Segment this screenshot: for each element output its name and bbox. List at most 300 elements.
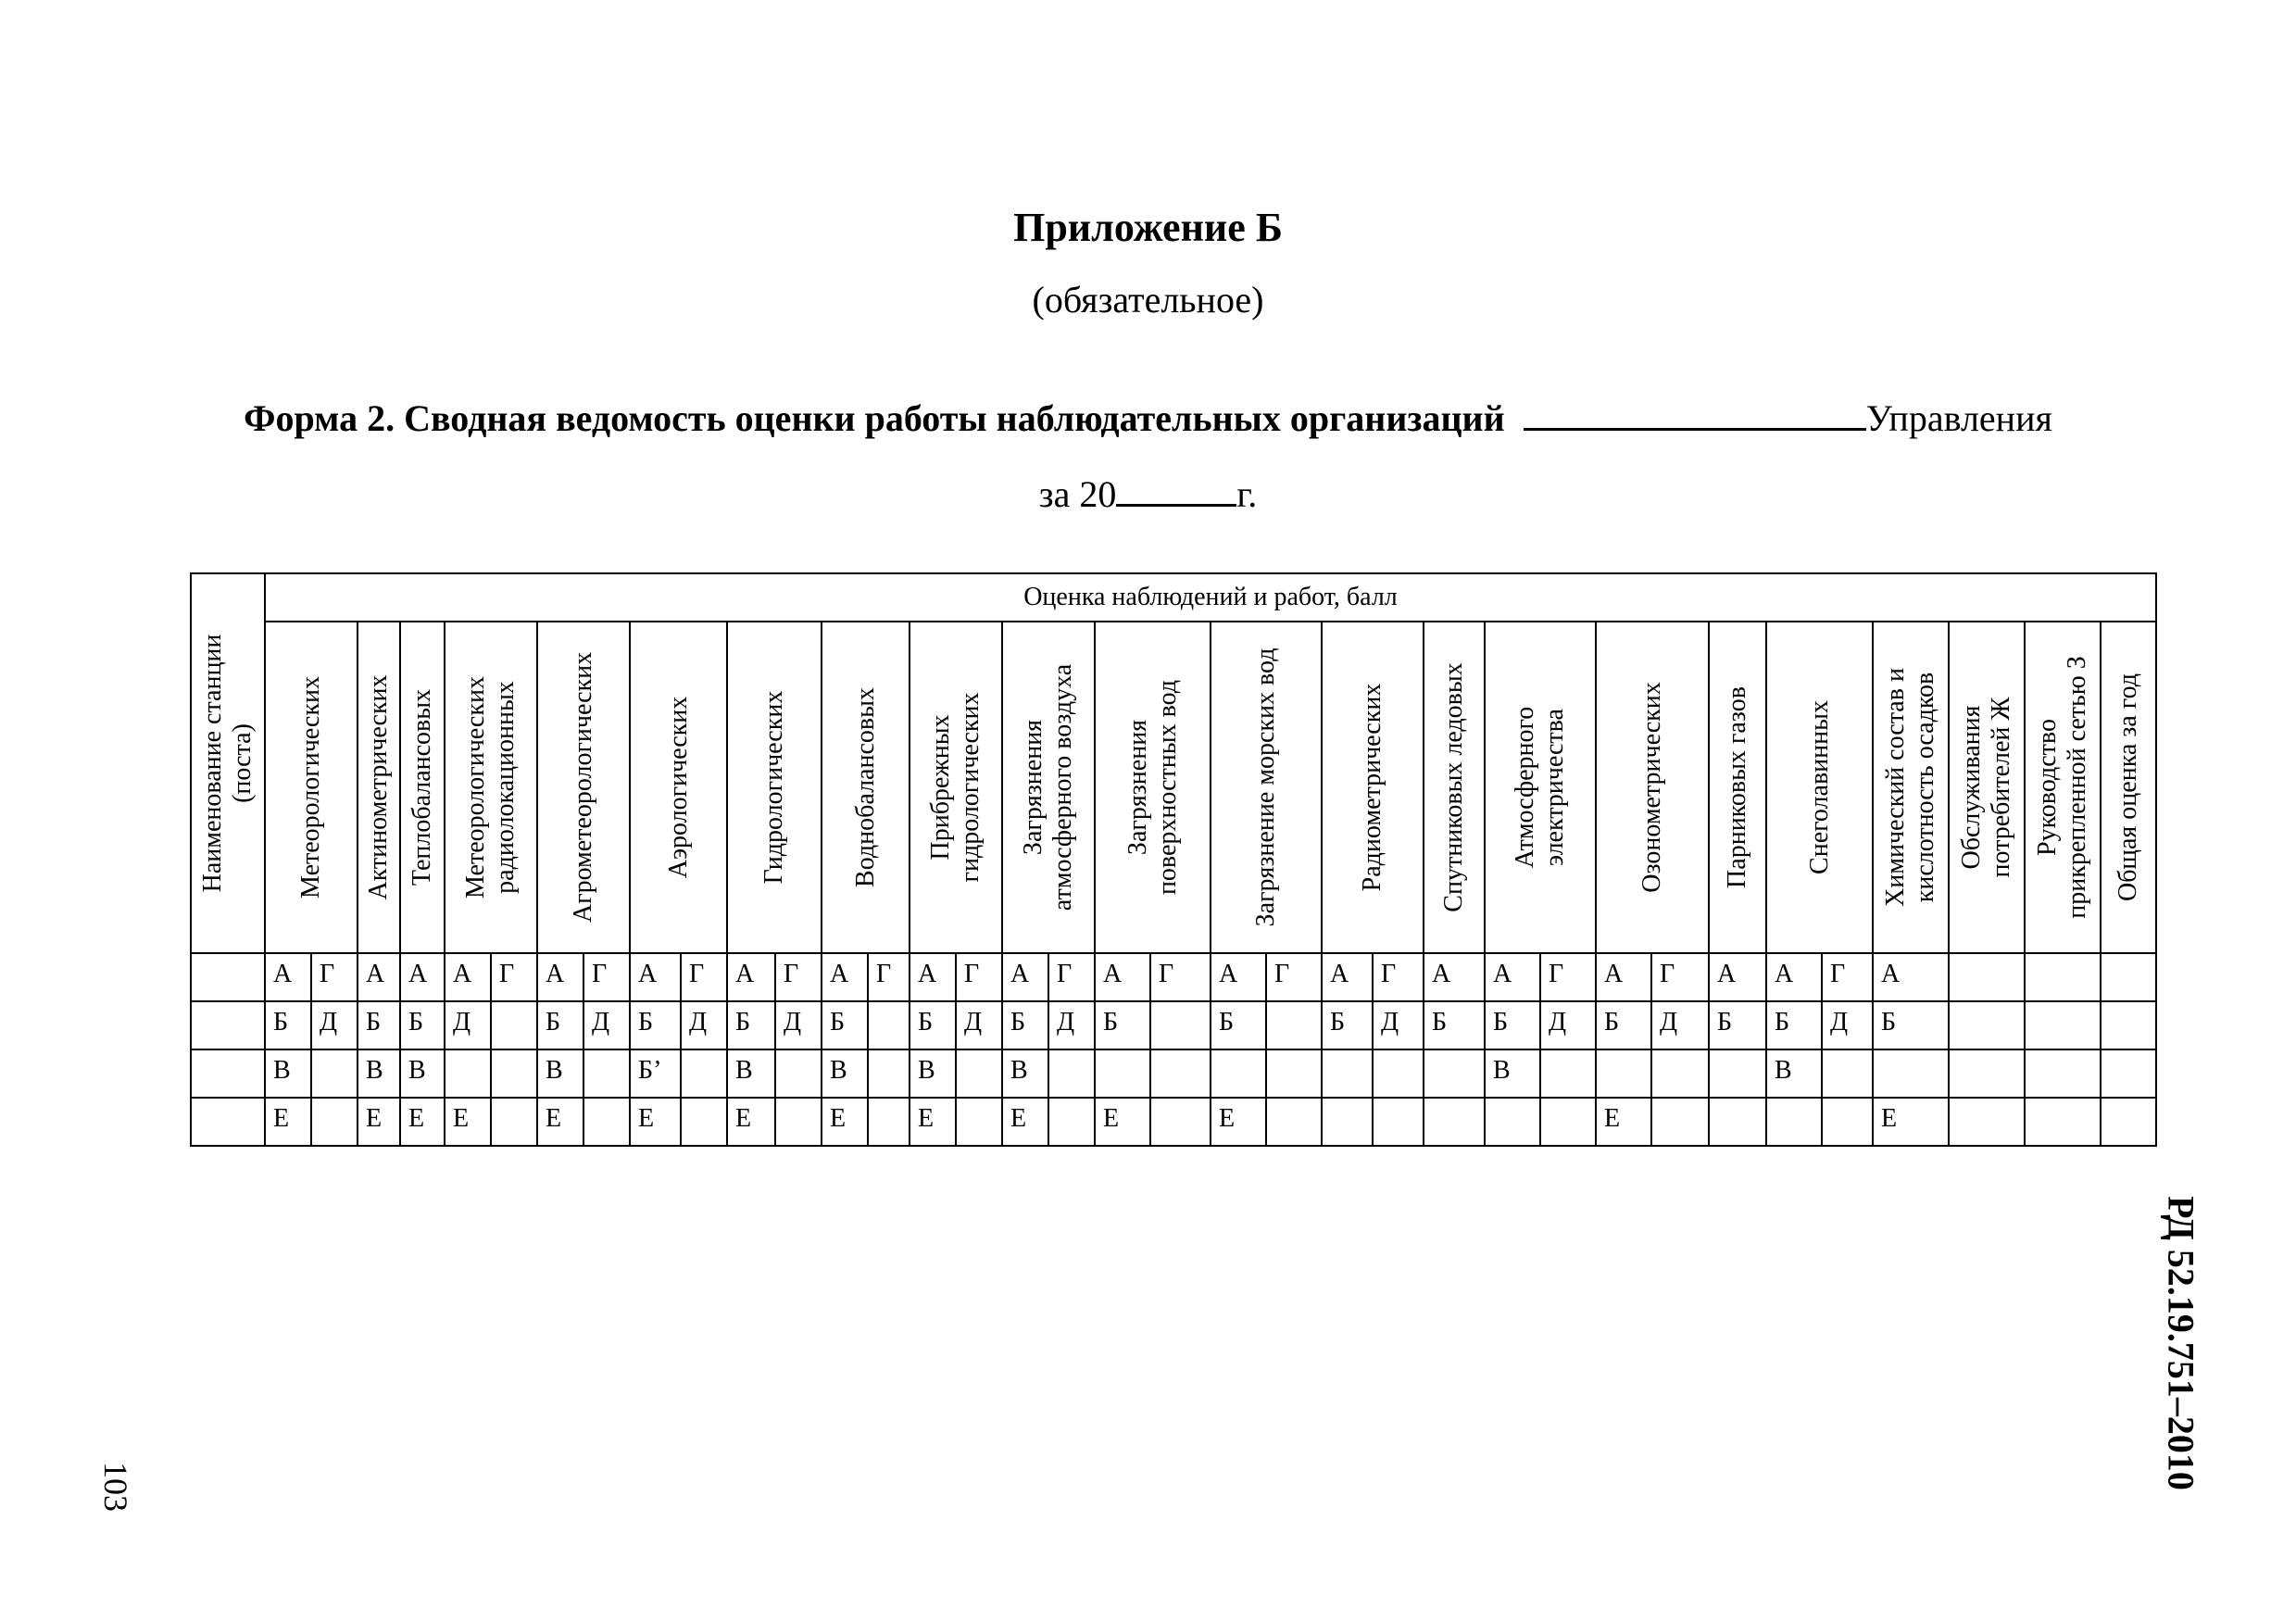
grade-cell bbox=[1651, 1001, 1709, 1049]
grade-cell bbox=[1596, 1098, 1651, 1146]
grade-cell-text: Е bbox=[1010, 1104, 1027, 1133]
grade-cell-text: А bbox=[1604, 960, 1624, 988]
column-header bbox=[537, 622, 630, 953]
grade-cell bbox=[868, 1098, 910, 1146]
grade-cell-text: Б bbox=[1604, 1008, 1620, 1037]
grade-cell bbox=[1048, 1001, 1095, 1049]
grade-cell-text bbox=[1823, 1099, 1872, 1106]
grade-cell-text: Д bbox=[689, 1008, 708, 1037]
year-prefix: за 20 bbox=[1038, 473, 1117, 515]
grade-cell-text: А bbox=[1330, 960, 1349, 988]
grade-cell-text bbox=[1424, 1050, 1484, 1058]
grade-cell bbox=[1822, 1049, 1873, 1098]
grade-cell-text bbox=[1211, 1050, 1265, 1058]
grade-cell-text: А bbox=[638, 960, 658, 988]
grade-cell bbox=[1424, 1049, 1485, 1098]
grade-cell-text bbox=[1652, 1050, 1708, 1058]
grade-cell bbox=[822, 1049, 868, 1098]
grade-cell-text: А bbox=[408, 960, 428, 988]
grade-cell bbox=[2025, 1049, 2101, 1098]
grade-cell bbox=[910, 1001, 956, 1049]
grade-cell bbox=[1424, 1001, 1485, 1049]
grade-cell-text: Б bbox=[1493, 1008, 1509, 1037]
grade-cell bbox=[400, 1049, 445, 1098]
column-header-text: Прибрежных гидрологических bbox=[925, 692, 985, 883]
grade-cell bbox=[1095, 1001, 1150, 1049]
grade-cell-text: Е bbox=[453, 1104, 470, 1133]
column-header-text: Обслуживания потребителей Ж bbox=[1956, 697, 2015, 878]
grade-cell bbox=[822, 1001, 868, 1049]
column-header bbox=[1485, 622, 1596, 953]
grade-cell-text: А bbox=[1775, 960, 1794, 988]
grade-cell bbox=[910, 953, 956, 1001]
grade-cell-text: Г bbox=[689, 960, 705, 988]
column-header-text: Озонометрических bbox=[1637, 682, 1666, 893]
grade-cell-text: В bbox=[408, 1056, 426, 1085]
grade-cell bbox=[1095, 1049, 1150, 1098]
grade-cell bbox=[1540, 1049, 1596, 1098]
grade-cell-text bbox=[2102, 1002, 2155, 1010]
column-header-text: Спутниковых ледовых bbox=[1438, 662, 1468, 912]
grade-cell-text: Е bbox=[735, 1104, 752, 1133]
grade-cell bbox=[727, 1049, 775, 1098]
grade-cell-text: Б bbox=[1330, 1008, 1346, 1037]
grade-cell-text bbox=[1823, 1050, 1872, 1058]
form-title-text: Форма 2. Сводная ведомость оценки работы наблюдательных организаций bbox=[244, 397, 1505, 439]
grade-cell bbox=[445, 1001, 491, 1049]
table-row bbox=[191, 1049, 2156, 1098]
grade-cell-text: А bbox=[1717, 960, 1737, 988]
grade-cell bbox=[265, 953, 311, 1001]
grade-cell bbox=[583, 953, 630, 1001]
grade-cell bbox=[1373, 1049, 1424, 1098]
grade-cell-text bbox=[1541, 1099, 1595, 1106]
grade-cell-text: Д bbox=[784, 1008, 802, 1037]
grade-cell-text bbox=[869, 1050, 909, 1058]
grade-cell-text bbox=[1267, 1050, 1321, 1058]
station-name-cell bbox=[191, 1098, 265, 1146]
grade-cell bbox=[358, 1001, 400, 1049]
grade-cell bbox=[2101, 1098, 2156, 1146]
column-header-text: Руководство прикрепленной сетью З bbox=[2032, 656, 2091, 919]
grade-cell bbox=[1485, 1098, 1540, 1146]
grade-cell bbox=[1322, 1049, 1373, 1098]
grade-cell bbox=[1266, 1098, 1322, 1146]
grade-cell bbox=[1095, 953, 1150, 1001]
grade-cell-text: Г bbox=[1274, 960, 1290, 988]
grade-cell bbox=[1211, 1001, 1266, 1049]
column-header-text: Теплобалансовых bbox=[407, 688, 436, 886]
grade-cell bbox=[1709, 1049, 1766, 1098]
grade-cell-text bbox=[1950, 1002, 2024, 1010]
grade-cell bbox=[910, 1049, 956, 1098]
grade-cell bbox=[1596, 1049, 1651, 1098]
grade-cell-text bbox=[2102, 954, 2155, 961]
column-header bbox=[358, 622, 400, 953]
grade-cell-text: Б bbox=[1881, 1008, 1897, 1037]
grade-cell bbox=[775, 1098, 822, 1146]
grade-cell bbox=[1822, 953, 1873, 1001]
column-header bbox=[630, 622, 727, 953]
grade-cell-text bbox=[776, 1050, 821, 1058]
grade-cell-text: Г bbox=[320, 960, 335, 988]
grade-cell-text: В bbox=[273, 1056, 291, 1085]
grade-cell bbox=[1485, 1049, 1540, 1098]
grade-cell bbox=[681, 1049, 727, 1098]
grade-cell-text: Д bbox=[592, 1008, 610, 1037]
grade-cell bbox=[630, 1098, 681, 1146]
grade-cell bbox=[775, 1049, 822, 1098]
grade-cell-text bbox=[1267, 1002, 1321, 1010]
grade-cell-text: Б bbox=[366, 1008, 382, 1037]
grade-cell bbox=[583, 1098, 630, 1146]
summary-table bbox=[190, 572, 2157, 1147]
grade-cell-text: Е bbox=[1103, 1104, 1120, 1133]
appendix-title: Приложение Б bbox=[1013, 205, 1283, 250]
grade-cell-text: Г bbox=[1159, 960, 1174, 988]
column-header bbox=[2101, 622, 2156, 953]
grade-cell-text: Б bbox=[1219, 1008, 1235, 1037]
column-header-text: Загрязнения поверхностных вод bbox=[1123, 679, 1182, 896]
grade-cell-text bbox=[1950, 1050, 2024, 1058]
grade-cell-text: Е bbox=[830, 1104, 847, 1133]
grade-cell-text: А bbox=[1432, 960, 1451, 988]
station-name-cell bbox=[191, 1001, 265, 1049]
grade-cell-text: А bbox=[273, 960, 293, 988]
grade-cell-text: А bbox=[546, 960, 565, 988]
grade-cell bbox=[400, 1098, 445, 1146]
column-header-text: Снеголавинных bbox=[1804, 700, 1834, 874]
column-header-text: Химический состав и кислотность осадков bbox=[1880, 668, 1939, 907]
grade-cell-text: Г bbox=[1660, 960, 1675, 988]
grade-cell-text bbox=[1323, 1050, 1372, 1058]
grade-cell bbox=[2025, 953, 2101, 1001]
grade-cell bbox=[868, 1049, 910, 1098]
organization-blank bbox=[1524, 400, 1866, 431]
grade-cell-text bbox=[957, 1099, 1001, 1106]
grade-cell-text bbox=[869, 1099, 909, 1106]
column-header-text: Радиометрических bbox=[1357, 683, 1386, 892]
grade-cell-text: Г bbox=[1057, 960, 1073, 988]
page-number bbox=[93, 1445, 139, 1528]
grade-cell-text: Е bbox=[408, 1104, 425, 1133]
grade-cell bbox=[1373, 1001, 1424, 1049]
grade-cell-text bbox=[682, 1099, 726, 1106]
grade-cell-text: А bbox=[453, 960, 472, 988]
grade-cell-text: Г bbox=[1381, 960, 1397, 988]
grade-cell-text: А bbox=[830, 960, 849, 988]
grade-cell-text bbox=[1267, 1099, 1321, 1106]
grade-cell bbox=[822, 953, 868, 1001]
column-header-text: Загрязнение морских вод bbox=[1250, 647, 1280, 927]
grade-cell bbox=[956, 953, 1002, 1001]
grade-cell bbox=[1266, 953, 1322, 1001]
grade-cell-text: Б bbox=[1010, 1008, 1026, 1037]
grade-cell-text: А bbox=[1010, 960, 1030, 988]
table-row bbox=[191, 953, 2156, 1001]
column-header bbox=[1596, 622, 1709, 953]
grade-cell-text bbox=[1541, 1050, 1595, 1058]
grade-cell-text: Е bbox=[918, 1104, 935, 1133]
grade-cell bbox=[1211, 953, 1266, 1001]
grade-cell-text: Е bbox=[638, 1104, 655, 1133]
grade-cell bbox=[400, 953, 445, 1001]
column-header-text: Воднобалансовых bbox=[850, 687, 880, 887]
grade-cell-text bbox=[1424, 1099, 1484, 1106]
grade-cell-text bbox=[1374, 1050, 1423, 1058]
grade-cell-text bbox=[1710, 1099, 1765, 1106]
grade-cell bbox=[2101, 1049, 2156, 1098]
grade-cell-text bbox=[1950, 954, 2024, 961]
grade-cell-text: А bbox=[918, 960, 937, 988]
grade-cell bbox=[956, 1098, 1002, 1146]
grade-cell bbox=[1373, 953, 1424, 1001]
grade-cell bbox=[2025, 1001, 2101, 1049]
column-header bbox=[2025, 622, 2101, 953]
grade-cell-text: А bbox=[735, 960, 755, 988]
grade-cell-text: Б bbox=[918, 1008, 934, 1037]
grade-cell-text: Д bbox=[964, 1008, 983, 1037]
grade-cell bbox=[727, 953, 775, 1001]
grade-cell bbox=[1873, 953, 1949, 1001]
column-header-text: Загрязнения атмосферного воздуха bbox=[1018, 663, 1077, 911]
grade-cell-text: Е bbox=[1604, 1104, 1621, 1133]
column-header-text: Гидрологических bbox=[759, 690, 788, 885]
grade-cell-text: В bbox=[830, 1056, 847, 1085]
grade-cell-text: А bbox=[366, 960, 385, 988]
grade-cell bbox=[1322, 1001, 1373, 1049]
grade-cell-text: Д bbox=[1381, 1008, 1399, 1037]
grade-cell bbox=[868, 1001, 910, 1049]
column-header bbox=[1322, 622, 1424, 953]
grade-cell bbox=[1002, 1098, 1048, 1146]
grade-cell bbox=[311, 1001, 358, 1049]
grade-cell-text: Д bbox=[453, 1008, 471, 1037]
grade-cell bbox=[311, 1098, 358, 1146]
grade-cell-text: Д bbox=[1830, 1008, 1849, 1037]
grade-cell bbox=[537, 1049, 583, 1098]
grade-cell bbox=[265, 1049, 311, 1098]
grade-cell bbox=[1709, 1001, 1766, 1049]
grade-cell bbox=[956, 1049, 1002, 1098]
column-header-text: Аэрологических bbox=[663, 696, 693, 879]
grade-cell-text: Д bbox=[320, 1008, 338, 1037]
grade-cell bbox=[1822, 1098, 1873, 1146]
grade-cell-text: Г bbox=[499, 960, 515, 988]
grade-cell bbox=[583, 1049, 630, 1098]
grade-cell-text: Б’ bbox=[638, 1056, 662, 1085]
grade-cell bbox=[1150, 1098, 1211, 1146]
grade-cell bbox=[1048, 953, 1095, 1001]
grade-cell bbox=[1002, 953, 1048, 1001]
grade-cell-text: Б bbox=[1717, 1008, 1733, 1037]
grade-cell bbox=[775, 953, 822, 1001]
grade-cell bbox=[1873, 1001, 1949, 1049]
grade-cell-text: Г bbox=[784, 960, 799, 988]
grade-cell bbox=[491, 953, 537, 1001]
grade-cell bbox=[1873, 1049, 1949, 1098]
grade-cell bbox=[1949, 1001, 2025, 1049]
column-header bbox=[910, 622, 1002, 953]
grade-cell-text bbox=[584, 1050, 629, 1058]
year-line bbox=[0, 472, 2296, 516]
grade-cell-text bbox=[2102, 1050, 2155, 1058]
year-suffix: г. bbox=[1236, 473, 1258, 515]
grade-cell-text: В bbox=[546, 1056, 563, 1085]
column-header bbox=[1766, 622, 1873, 953]
column-header-text: Атмосферного электричества bbox=[1510, 706, 1569, 869]
grade-cell bbox=[1322, 953, 1373, 1001]
column-header-text: Общая оценка за год bbox=[2113, 672, 2142, 902]
grade-cell-text bbox=[1597, 1050, 1650, 1058]
grade-cell bbox=[1048, 1049, 1095, 1098]
grade-cell bbox=[681, 1001, 727, 1049]
column-header bbox=[822, 622, 910, 953]
grade-cell bbox=[491, 1098, 537, 1146]
grade-cell-text: Б bbox=[1432, 1008, 1448, 1037]
grade-cell-text bbox=[1096, 1050, 1149, 1058]
grade-cell-text: Е bbox=[546, 1104, 562, 1133]
grade-cell bbox=[311, 1049, 358, 1098]
grade-cell-text: Б bbox=[273, 1008, 289, 1037]
document-code bbox=[2149, 1186, 2214, 1501]
grade-cell bbox=[1211, 1098, 1266, 1146]
grade-cell-text: Д bbox=[1549, 1008, 1567, 1037]
grade-cell bbox=[1485, 1001, 1540, 1049]
column-header bbox=[1709, 622, 1766, 953]
grade-cell-text: В bbox=[918, 1056, 935, 1085]
grade-cell-text: Е bbox=[1219, 1104, 1236, 1133]
grade-cell bbox=[1766, 1001, 1822, 1049]
grade-cell bbox=[358, 953, 400, 1001]
grade-cell bbox=[1266, 1049, 1322, 1098]
station-name-header bbox=[191, 573, 265, 953]
group-header: Оценка наблюдений и работ, балл bbox=[265, 573, 2156, 622]
grade-cell-text: Г bbox=[876, 960, 892, 988]
appendix-subtitle: (обязательное) bbox=[1032, 279, 1264, 320]
grade-cell-text bbox=[869, 1002, 909, 1010]
grade-cell bbox=[1949, 953, 2025, 1001]
grade-cell bbox=[1424, 1098, 1485, 1146]
grade-cell-text bbox=[776, 1099, 821, 1106]
grade-cell bbox=[2101, 953, 2156, 1001]
grade-cell-text: Д bbox=[1660, 1008, 1678, 1037]
grade-cell bbox=[1766, 1049, 1822, 1098]
grade-cell-text: В bbox=[1775, 1056, 1792, 1085]
grade-cell bbox=[537, 1098, 583, 1146]
column-header bbox=[727, 622, 822, 953]
grade-cell bbox=[1651, 1098, 1709, 1146]
grade-cell bbox=[1424, 953, 1485, 1001]
grade-cell-text bbox=[584, 1099, 629, 1106]
column-header bbox=[265, 622, 358, 953]
grade-cell bbox=[1651, 953, 1709, 1001]
grade-cell bbox=[1949, 1049, 2025, 1098]
grade-cell-text bbox=[492, 1050, 536, 1058]
grade-cell-text: В bbox=[1493, 1056, 1511, 1085]
station-name-header-text: Наименование станции (поста) bbox=[197, 634, 257, 893]
grade-cell bbox=[1540, 1098, 1596, 1146]
station-name-cell bbox=[191, 953, 265, 1001]
grade-cell bbox=[727, 1001, 775, 1049]
column-header-text: Актинометрических bbox=[363, 674, 393, 900]
grade-cell-text: В bbox=[366, 1056, 383, 1085]
grade-cell-text: В bbox=[735, 1056, 753, 1085]
grade-cell bbox=[630, 1001, 681, 1049]
table-row bbox=[191, 1001, 2156, 1049]
grade-cell-text: Е bbox=[273, 1104, 290, 1133]
grade-cell-text bbox=[2102, 1099, 2155, 1106]
grade-cell-text: Г bbox=[964, 960, 980, 988]
grade-cell-text bbox=[2026, 1050, 2100, 1058]
column-header-text: Агрометеорологических bbox=[568, 651, 597, 924]
grade-cell bbox=[583, 1001, 630, 1049]
grade-cell-text: Г bbox=[592, 960, 608, 988]
grade-cell-text bbox=[492, 1099, 536, 1106]
grade-cell bbox=[491, 1049, 537, 1098]
grade-cell bbox=[1485, 953, 1540, 1001]
grade-cell bbox=[311, 953, 358, 1001]
grade-cell bbox=[1266, 1001, 1322, 1049]
column-header-text: Метеорологических bbox=[295, 676, 325, 898]
grade-cell bbox=[445, 1098, 491, 1146]
grade-cell-text bbox=[492, 1002, 536, 1010]
grade-cell bbox=[727, 1098, 775, 1146]
grade-cell-text: А bbox=[1493, 960, 1512, 988]
grade-cell bbox=[1095, 1098, 1150, 1146]
grade-cell bbox=[1150, 1049, 1211, 1098]
grade-cell bbox=[1150, 953, 1211, 1001]
document-code-text: РД 52.19.751–2010 bbox=[2160, 1196, 2202, 1490]
grade-cell-text bbox=[2026, 954, 2100, 961]
grade-cell-text: Б bbox=[546, 1008, 561, 1037]
grade-cell-text bbox=[1710, 1050, 1765, 1058]
grade-cell bbox=[868, 953, 910, 1001]
grade-cell bbox=[775, 1001, 822, 1049]
grade-cell-text bbox=[1652, 1099, 1708, 1106]
grade-cell bbox=[1873, 1098, 1949, 1146]
grade-cell bbox=[1596, 1001, 1651, 1049]
grade-cell-text: Б bbox=[638, 1008, 654, 1037]
column-header bbox=[1424, 622, 1485, 953]
column-header bbox=[1002, 622, 1095, 953]
grade-cell bbox=[1766, 953, 1822, 1001]
grade-cell-text: Б bbox=[735, 1008, 751, 1037]
grade-cell bbox=[956, 1001, 1002, 1049]
grade-cell bbox=[537, 1001, 583, 1049]
grade-cell-text: Д bbox=[1057, 1008, 1075, 1037]
grade-cell-text bbox=[957, 1050, 1001, 1058]
grade-cell bbox=[1596, 953, 1651, 1001]
grade-cell-text: В bbox=[1010, 1056, 1028, 1085]
form-title bbox=[0, 396, 2296, 440]
column-header bbox=[1949, 622, 2025, 953]
grade-cell-text: Б bbox=[830, 1008, 846, 1037]
grade-cell bbox=[445, 1049, 491, 1098]
grade-cell bbox=[1373, 1098, 1424, 1146]
grade-cell-text bbox=[1049, 1099, 1094, 1106]
grade-cell bbox=[358, 1049, 400, 1098]
grade-cell bbox=[1002, 1001, 1048, 1049]
grade-cell bbox=[537, 953, 583, 1001]
grade-cell-text: Б bbox=[408, 1008, 424, 1037]
grade-cell-text bbox=[312, 1050, 357, 1058]
grade-cell bbox=[822, 1098, 868, 1146]
grade-cell bbox=[1048, 1098, 1095, 1146]
grade-cell bbox=[2025, 1098, 2101, 1146]
grade-cell-text: Е bbox=[1881, 1104, 1898, 1133]
column-header bbox=[445, 622, 537, 953]
